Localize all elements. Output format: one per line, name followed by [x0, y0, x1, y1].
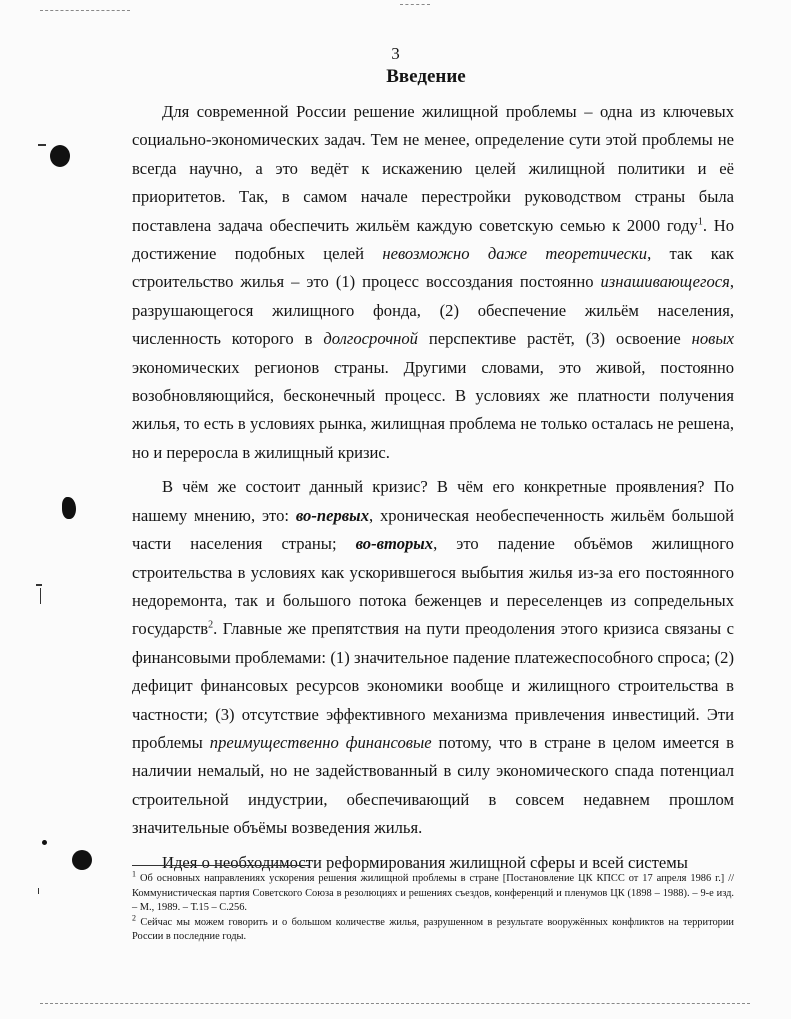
footnote-2-text: Сейчас мы можем говорить и о большом количестве жилья, разрушенном в результате вооружённых конфликтов на территории России в последние годы. [132, 916, 734, 942]
footnote-separator [132, 865, 310, 866]
text-segment: Для современной России решение жилищной проблемы – одна из ключевых социально-экономических задач. Тем не менее, определение сути этой проблемы не всегда научно, а это ведёт к искажению целей жилищной политики и её приоритетов. Так, в самом начале перестройки руководством страны была поставлена задача обеспечить жильём каждую советскую семью к 2000 году [132, 102, 734, 235]
paragraph-1 [132, 98, 734, 467]
punch-hole-bottom [72, 850, 92, 870]
text-segment: Идея о необходимости реформирования жилищной сферы и всей системы [162, 852, 688, 872]
text-segment: невозможно даже теоретически [382, 244, 648, 264]
margin-speck-bottom [42, 840, 47, 845]
footnote-ref: 1 [697, 216, 703, 228]
page-number: 3 [391, 44, 400, 63]
text-segment: перспективе растёт, (3) освоение [417, 329, 692, 349]
text-segment: потому, что в стране в целом имеется в наличии немалый, но не задействованный в силу экономического спада потенциал строительной индустрии, обеспечивающий в совсем недавнем прошлом значительные объёмы возведения жилья. [132, 732, 734, 838]
footnote-2 [132, 913, 734, 945]
punch-hole-middle [62, 497, 76, 519]
footnote-ref: 2 [208, 619, 214, 631]
scan-edge-bottom [40, 1003, 750, 1004]
text-segment: , так как строительство жилья – это (1) процесс воссоздания постоянно [132, 244, 734, 292]
text-segment: , хроническая необеспеченность жильём большой части населения страны; [132, 505, 734, 554]
footnote-1-mark: 1 [132, 869, 136, 879]
text-segment: преимущественно финансовые [209, 732, 432, 752]
paragraph-2 [132, 473, 734, 842]
punch-hole-top [50, 145, 70, 167]
text-segment: изнашивающегося [600, 272, 730, 292]
scan-edge-top-left [40, 10, 130, 11]
page-title: Введение [386, 66, 466, 87]
text-segment: во-вторых [355, 534, 434, 554]
body-text [132, 98, 734, 877]
text-segment: , это падение объёмов жилищного строительства в условиях как ускорившегося выбытия жилья из-за его постоянного недоремонта, так и большого потока беженцев и переселенцев из сопредельных государств [132, 534, 734, 639]
text-segment: . Но достижение подобных целей [132, 215, 734, 264]
margin-speck-middle [36, 584, 42, 586]
text-segment: новых [691, 329, 734, 349]
footnote-1-text: Об основных направлениях ускорения решения жилищной проблемы в стране [Постановление ЦК КПСС от 17 апреля 1986 г.] // Коммунистическая партия Советского Союза в резолюциях и решениях съездов, конференций и пленумов ЦК (1898 – 1988). – 9-е изд. – М., 1989. – Т.15 – С.256. [132, 873, 734, 913]
footnote-1 [132, 869, 734, 916]
text-segment: , разрушающегося жилищного фонда, (2) обеспечение жильём населения, численность которого в [132, 272, 734, 349]
margin-tick-bottom [38, 888, 39, 894]
footnotes [132, 869, 734, 945]
text-segment: во-первых [295, 505, 369, 525]
text-segment: В чём же состоит данный кризис? В чём его конкретные проявления? По нашему мнению, это: [132, 477, 734, 525]
margin-tick-middle [40, 588, 41, 604]
footnote-2-mark: 2 [132, 913, 136, 923]
text-segment: долгосрочной [323, 329, 418, 349]
scan-edge-top-right [400, 4, 430, 5]
text-segment: экономических регионов страны. Другими словами, это живой, постоянно возобновляющийся, бесконечный процесс. В условиях же платности получения жилья, то есть в условиях рынка, жилищная проблема не только осталась не решена, но и переросла в жилищный кризис. [132, 357, 734, 462]
margin-speck-top [38, 144, 46, 146]
text-segment: . Главные же препятствия на пути преодоления этого кризиса связаны с финансовыми проблемами: (1) значительное падение платежеспособного спроса; (2) дефицит финансовых ресурсов экономики вообще и жилищного строительства в частности; (3) отсутствие эффективного механизма привлечения инвестиций. Эти проблемы [132, 619, 734, 752]
